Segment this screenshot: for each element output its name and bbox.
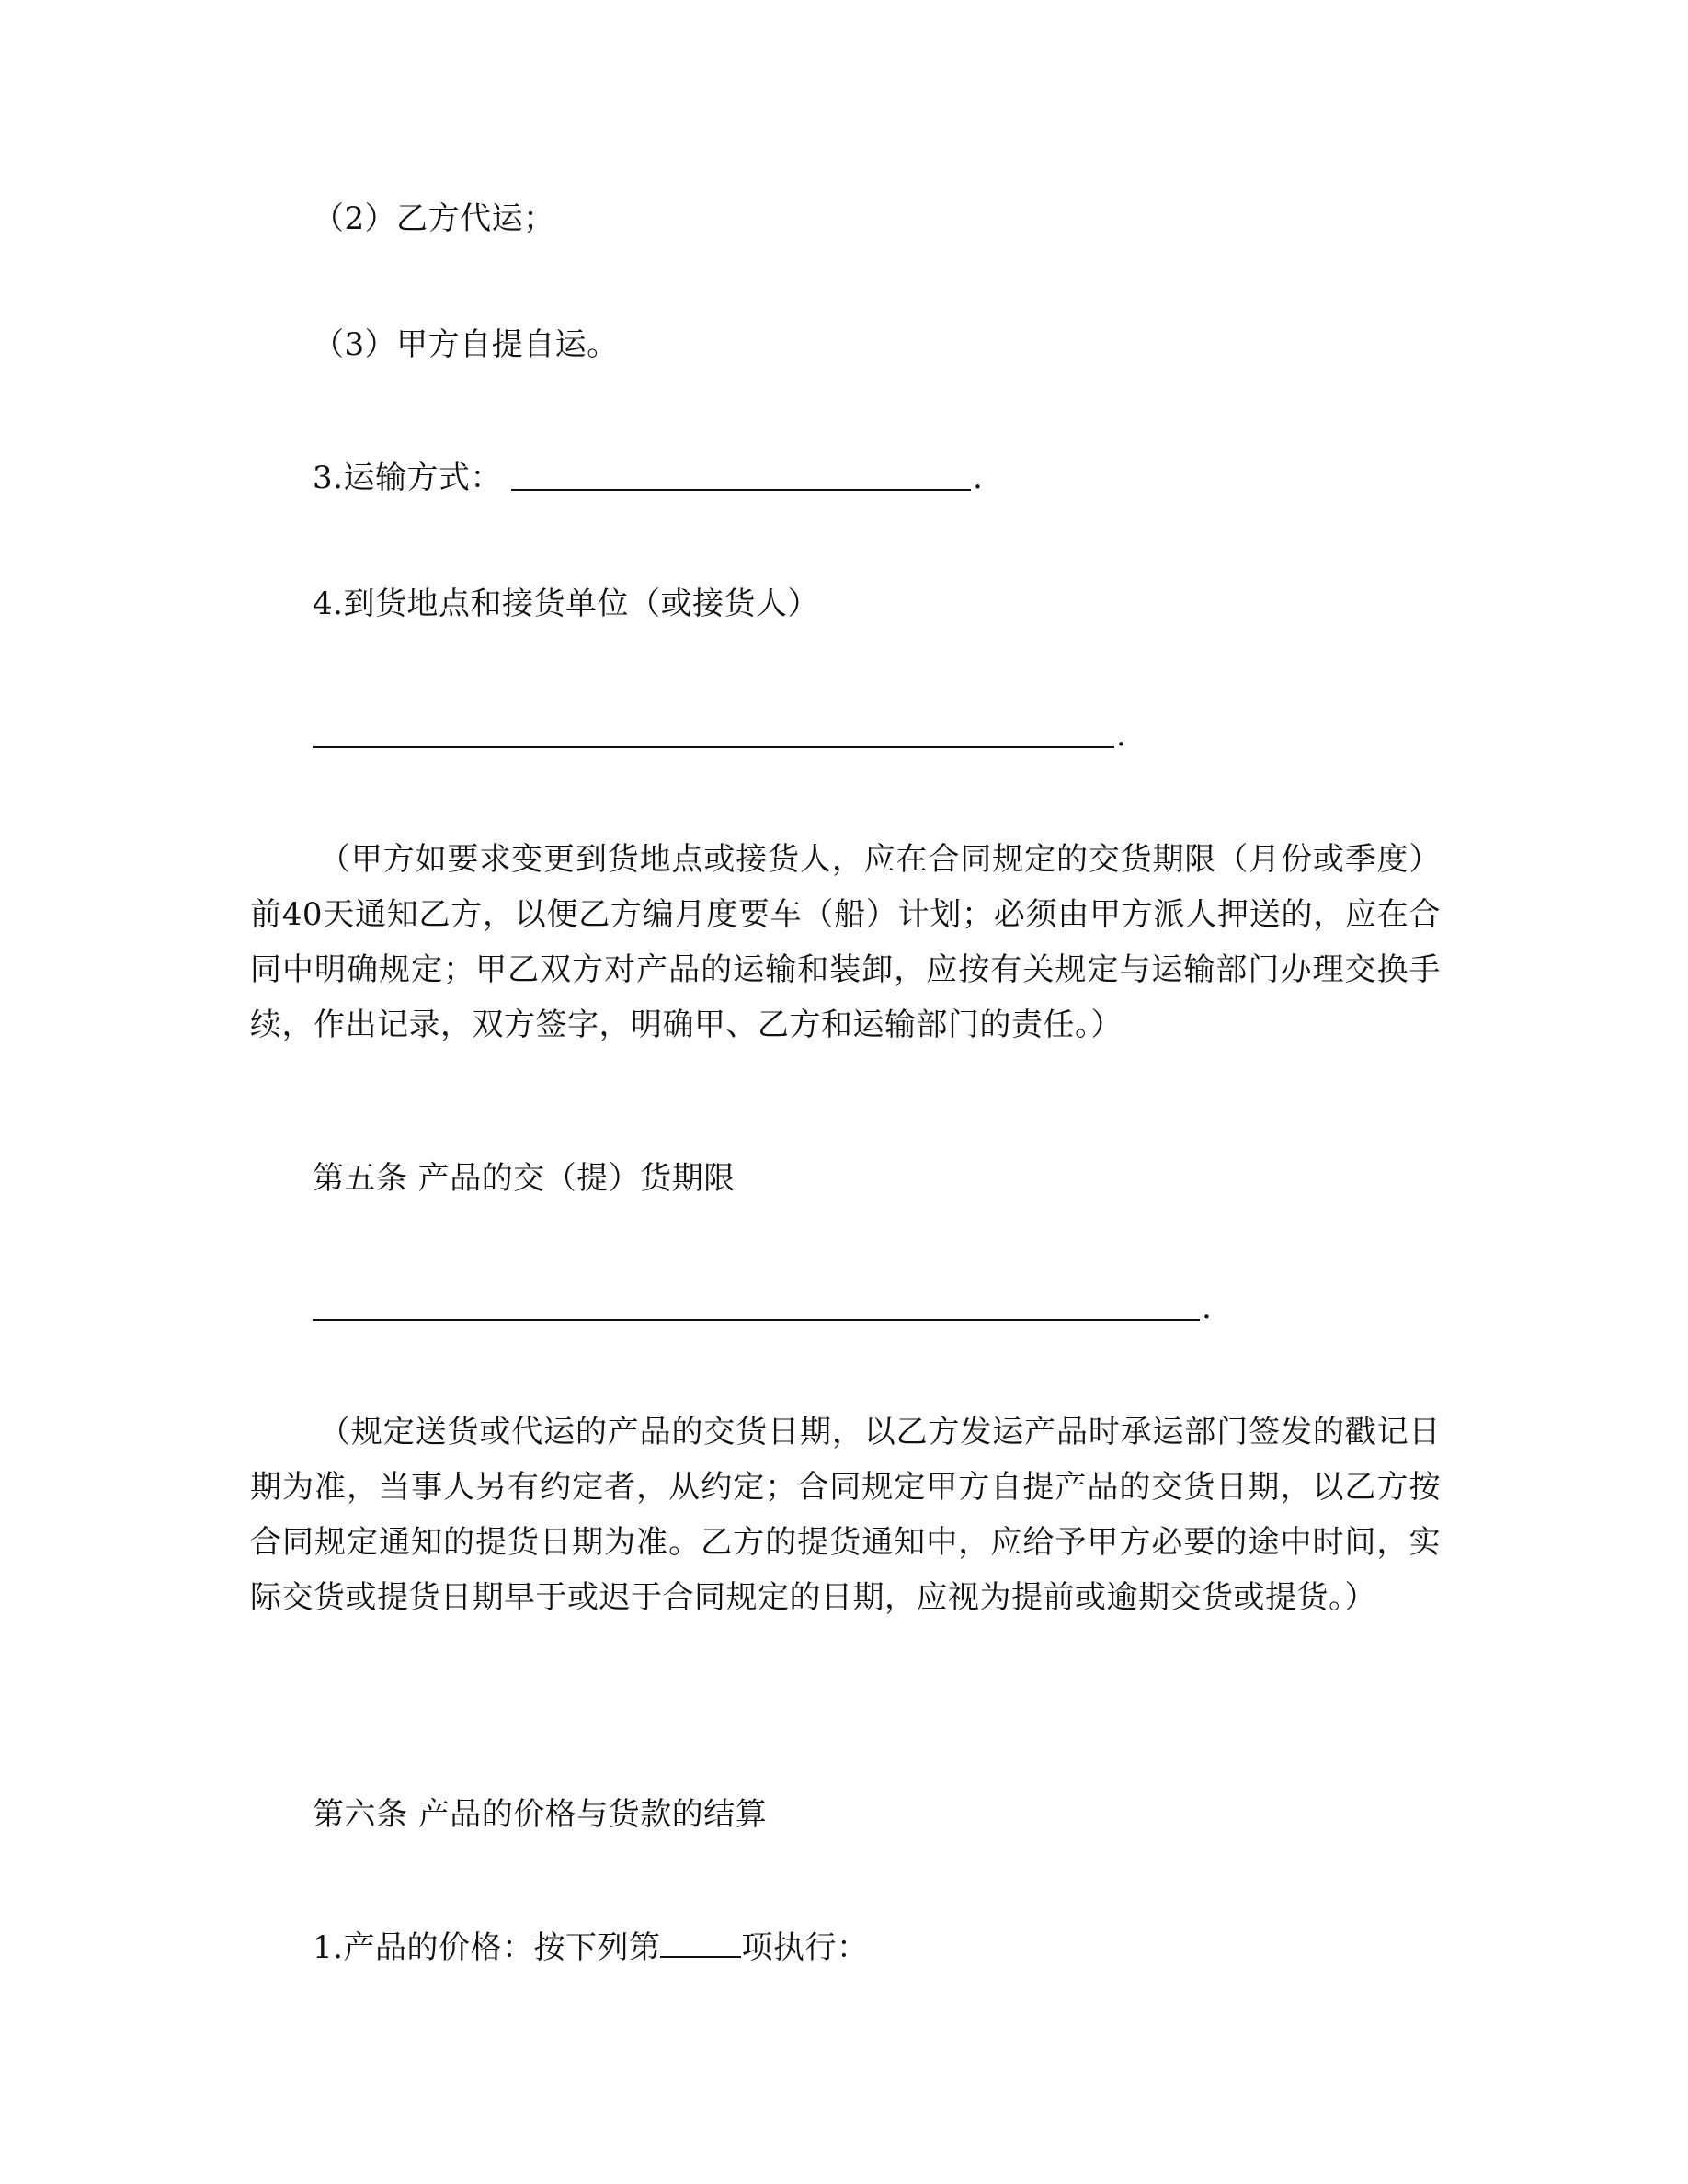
price-item-line [313,1928,868,1966]
transport-method-period: . [973,460,983,496]
delivery-date-note [250,1405,1441,1625]
transport-method-label: 3.运输方式： [313,460,502,496]
delivery-change-note [250,832,1441,1052]
destination-period: . [1116,717,1126,754]
item-3-line: （3）甲方自提自运。 [313,326,619,363]
item-2-line: （2）乙方代运； [313,200,555,237]
delivery-date-note-text: （规定送货或代运的产品的交货日期，以乙方发运产品时承运部门签发的戳记日期为准，当事人另有约定者，从约定；合同规定甲方自提产品的交货日期，以乙方按合同规定通知的提货日期为准。乙方的提货通知中，应给予甲方必要的途中时间，实际交货或提货日期早于或迟于合同规定的日期，应视为提前或逾期交货或提货。） [250,1414,1441,1616]
delivery-change-note-text: （甲方如要求变更到货地点或接货人，应在合同规定的交货期限（月份或季度）前40天通知乙方，以便乙方编月度要车（船）计划；必须由甲方派人押送的，应在合同中明确规定；甲乙双方对产品的运输和装卸，应按有关规定与运输部门办理交换手续，作出记录，双方签字，明确甲、乙方和运输部门的责任。） [250,841,1441,1043]
price-item-blank[interactable] [660,1928,741,1958]
price-label-start: 1.产品的价格：按下列第 [313,1929,661,1966]
price-label-end: 项执行： [741,1929,869,1966]
delivery-period-blank[interactable] [313,1319,1200,1321]
destination-blank[interactable] [313,746,1114,748]
article-5-heading: 第五条 产品的交（提）货期限 [313,1160,736,1197]
delivery-period-period: . [1202,1290,1212,1326]
article-6-heading: 第六条 产品的价格与货款的结算 [313,1796,768,1833]
destination-label: 4.到货地点和接货单位（或接货人） [313,586,819,622]
transport-method-blank[interactable] [511,489,971,491]
